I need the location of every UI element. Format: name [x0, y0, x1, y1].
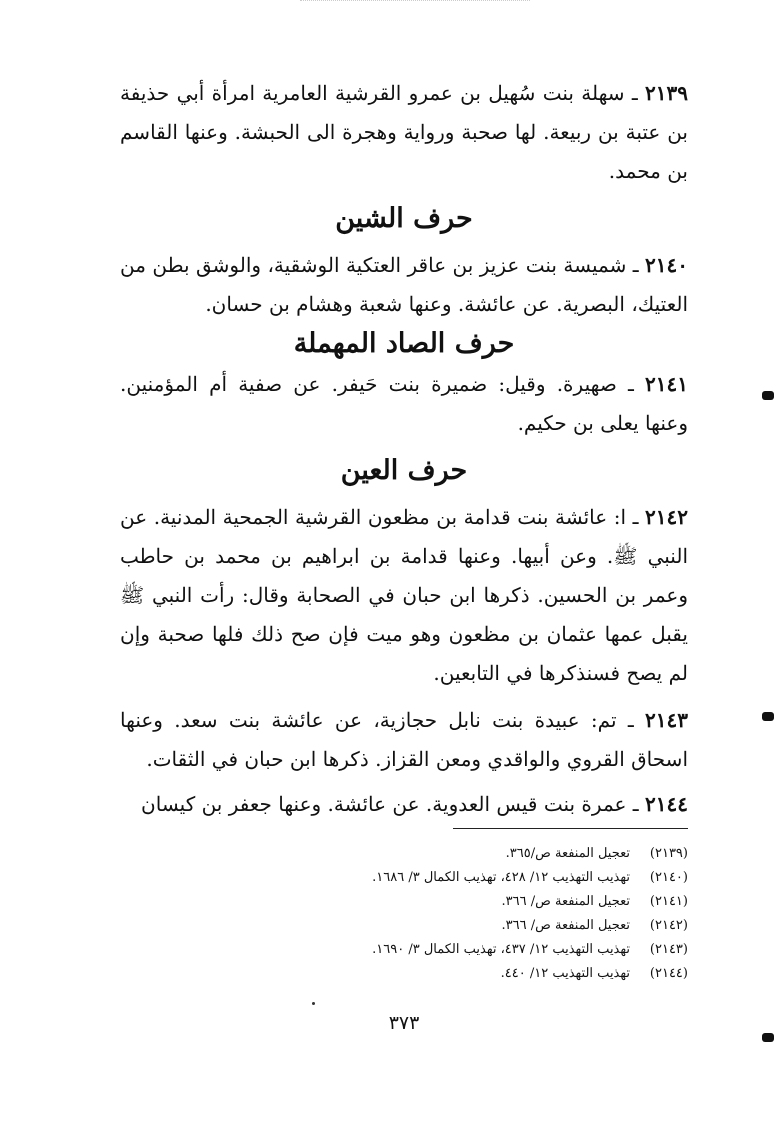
footnote-text: تهذيب التهذيب ١٢/ ٤٤٠.	[500, 966, 630, 981]
entry-2139	[120, 74, 688, 191]
entry-2141	[120, 365, 688, 443]
page-number: ٣٧٣	[388, 1012, 420, 1034]
scan-dot	[312, 1002, 315, 1005]
entry-number: ٢١٣٩	[645, 81, 689, 105]
footnote-separator	[453, 828, 688, 829]
entry-text: ـ شميسة بنت عزيز بن عاقر العتكية الوشقية، والوشق بطن من العتيك، البصرية. عن عائشة. وعنها شعبة وهشام بن حسان.	[120, 253, 688, 316]
margin-mark	[762, 391, 774, 400]
book-page	[120, 70, 688, 1100]
footnote-item	[288, 890, 688, 914]
footnote-number: (٢١٤٤)	[649, 966, 688, 981]
footnote-number: (٢١٣٩)	[649, 846, 688, 861]
footnote-number: (٢١٤١)	[649, 894, 688, 909]
margin-mark	[762, 712, 774, 721]
footnote-item	[288, 938, 688, 962]
footnote-item	[288, 914, 688, 938]
margin-mark	[762, 1033, 774, 1042]
footnote-number: (٢١٤٣)	[649, 942, 688, 957]
footnote-number: (٢١٤٢)	[649, 918, 688, 933]
entry-2144	[120, 785, 688, 824]
footnote-text: تعجيل المنفعة ص/ ٣٦٦.	[501, 894, 630, 909]
section-heading-shin: حرف الشين	[335, 203, 473, 234]
footnote-text: تهذيب التهذيب ١٢/ ٤٣٧، تهذيب الكمال ٣/ ١٦٩٠.	[372, 942, 630, 957]
footnote-item	[288, 842, 688, 866]
entry-number: ٢١٤٣	[645, 708, 688, 732]
entry-2143	[120, 701, 688, 779]
section-heading-sad: حرف الصاد المهملة	[293, 328, 515, 359]
entry-2142	[120, 498, 688, 693]
entry-text: ـ صهيرة. وقيل: ضميرة بنت حَيفر. عن صفية أم المؤمنين. وعنها يعلى بن حكيم.	[120, 372, 688, 435]
footnote-number: (٢١٤٠)	[649, 870, 688, 885]
entry-number: ٢١٤٤	[645, 792, 688, 816]
entry-number: ٢١٤٢	[645, 505, 688, 529]
top-scan-line	[300, 0, 530, 1]
section-heading-ain: حرف العين	[340, 455, 468, 486]
footnote-text: تعجيل المنفعة ص/ ٣٦٦.	[501, 918, 630, 933]
entry-text: ـ تم: عبيدة بنت نابل حجازية، عن عائشة بنت سعد. وعنها اسحاق القروي والواقدي ومعن القزاز. ذكرها ابن حبان في الثقات.	[120, 708, 688, 771]
footnote-item	[288, 866, 688, 890]
footnote-text: تهذيب التهذيب ١٢/ ٤٢٨، تهذيب الكمال ٣/ ١٦٨٦.	[372, 870, 630, 885]
footnote-text: تعجيل المنفعة ص/٣٦٥.	[505, 846, 630, 861]
entry-2140	[120, 246, 688, 324]
entry-number: ٢١٤١	[645, 372, 688, 396]
entry-number: ٢١٤٠	[645, 253, 688, 277]
entry-text: ـ سهلة بنت سُهيل بن عمرو القرشية العامرية امرأة أبي حذيفة بن عتبة بن ربيعة. لها صحبة ورواية وهجرة الى الحبشة. وعنها القاسم بن محمد.	[120, 81, 688, 183]
footnotes-list	[288, 842, 688, 986]
entry-text: ـ عمرة بنت قيس العدوية. عن عائشة. وعنها جعفر بن كيسان	[141, 792, 639, 816]
footnote-item	[288, 962, 688, 986]
entry-text: ـ ا: عائشة بنت قدامة بن مظعون القرشية الجمحية المدنية. عن النبي ﷺ. وعن أبيها. وعنها قدامة بن ابراهيم بن محمد بن حاطب وعمر بن الحسين. ذكرها ابن حبان في الصحابة وقال: رأت النبي ﷺ يقبل عمها عثمان بن مظعون وهو ميت فإن صح ذلك فلها صحبة وإن لم يصح فسنذكرها في التابعين.	[120, 505, 688, 685]
